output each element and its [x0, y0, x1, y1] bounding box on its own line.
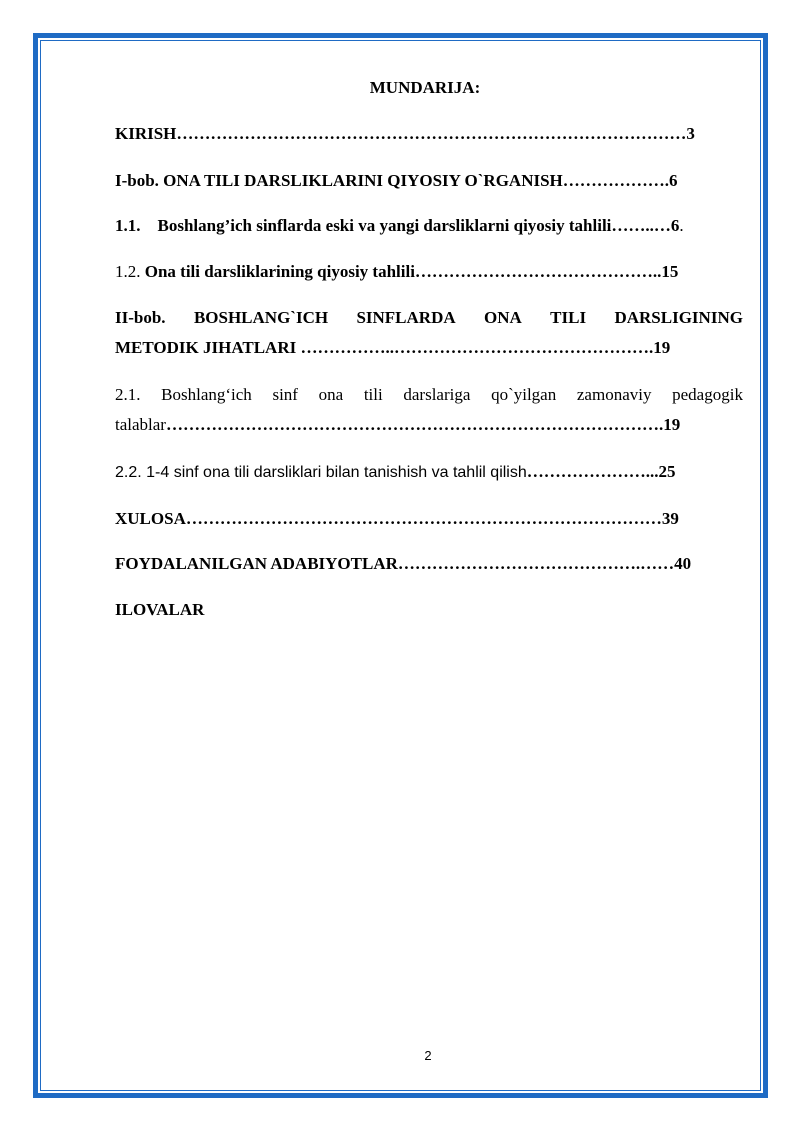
- toc-entry-kirish: KIRISH………………………………………………………………………………3: [115, 124, 695, 143]
- toc-word: qo`yilgan: [491, 385, 557, 404]
- toc-word: sinf: [272, 385, 298, 404]
- toc-entry-ilovalar: ILOVALAR: [115, 600, 205, 619]
- toc-entry-1-2-text: Ona tili darsliklarining qiyosiy tahlili……………………………………..15: [144, 262, 679, 281]
- toc-word: Boshlang‘ich: [161, 385, 252, 404]
- toc-entry-2-2-text: 2.2. 1-4 sinf ona tili darsliklari bilan tanishish va tahlil qilish: [115, 464, 527, 481]
- toc-word: II-bob.: [115, 308, 166, 327]
- toc-word: zamonaviy: [576, 385, 652, 404]
- toc-entry-1-1-number: 1.1.: [115, 216, 141, 235]
- toc-word: ona: [318, 385, 344, 404]
- toc-entry-2-1-line-1: [115, 385, 743, 405]
- toc-word: SINFLARDA: [356, 308, 456, 327]
- toc-entry-xulosa: XULOSA…………………………………………………………………………39: [115, 509, 679, 528]
- page-number: 2: [424, 1048, 432, 1063]
- toc-entry-2-1-leader: …………………………………………………………………………….19: [165, 415, 681, 434]
- toc-entry-chapter-2-line-1: [115, 308, 743, 328]
- toc-word: TILI: [550, 308, 587, 327]
- toc-word: 2.1.: [115, 385, 141, 404]
- toc-entry-2-1-text: talablar: [115, 415, 166, 434]
- toc-entry-1-2-number: 1.2.: [115, 262, 141, 281]
- toc-entry-chapter-2: [115, 308, 743, 358]
- toc-entry-2-2: [115, 462, 743, 482]
- toc-entry-1-1: [115, 216, 743, 236]
- toc-word: BOSHLANG`ICH: [193, 308, 329, 327]
- toc-word: ONA: [484, 308, 522, 327]
- toc-entry-chapter-2-line-2: METODIK JIHATLARI ……………..……………………………………….19: [115, 338, 671, 357]
- toc-entry-1-2: [115, 262, 743, 282]
- toc-entry-1-1-tail: .: [679, 216, 684, 235]
- toc-word: DARSLIGINING: [614, 308, 743, 327]
- toc-word: darslariga: [403, 385, 471, 404]
- toc-entry-chapter-1: I-bob. ONA TILI DARSLIKLARINI QIYOSIY O`RGANISH……………….6: [115, 171, 678, 190]
- toc-heading: MUNDARIJA:: [369, 78, 481, 97]
- toc-word: tili: [363, 385, 383, 404]
- toc-entry-1-1-text: Boshlang’ich sinflarda eski va yangi darsliklarni qiyosiy tahlili……..…6: [157, 216, 680, 235]
- toc-word: pedagogik: [672, 385, 743, 404]
- toc-entry-adabiyotlar: FOYDALANILGAN ADABIYOTLAR…………………………………….……40: [115, 554, 692, 573]
- toc-entry-2-1: [115, 385, 743, 435]
- toc-entry-2-1-line-2: [115, 415, 743, 435]
- toc-entry-2-2-leader: …………………...25: [526, 462, 676, 481]
